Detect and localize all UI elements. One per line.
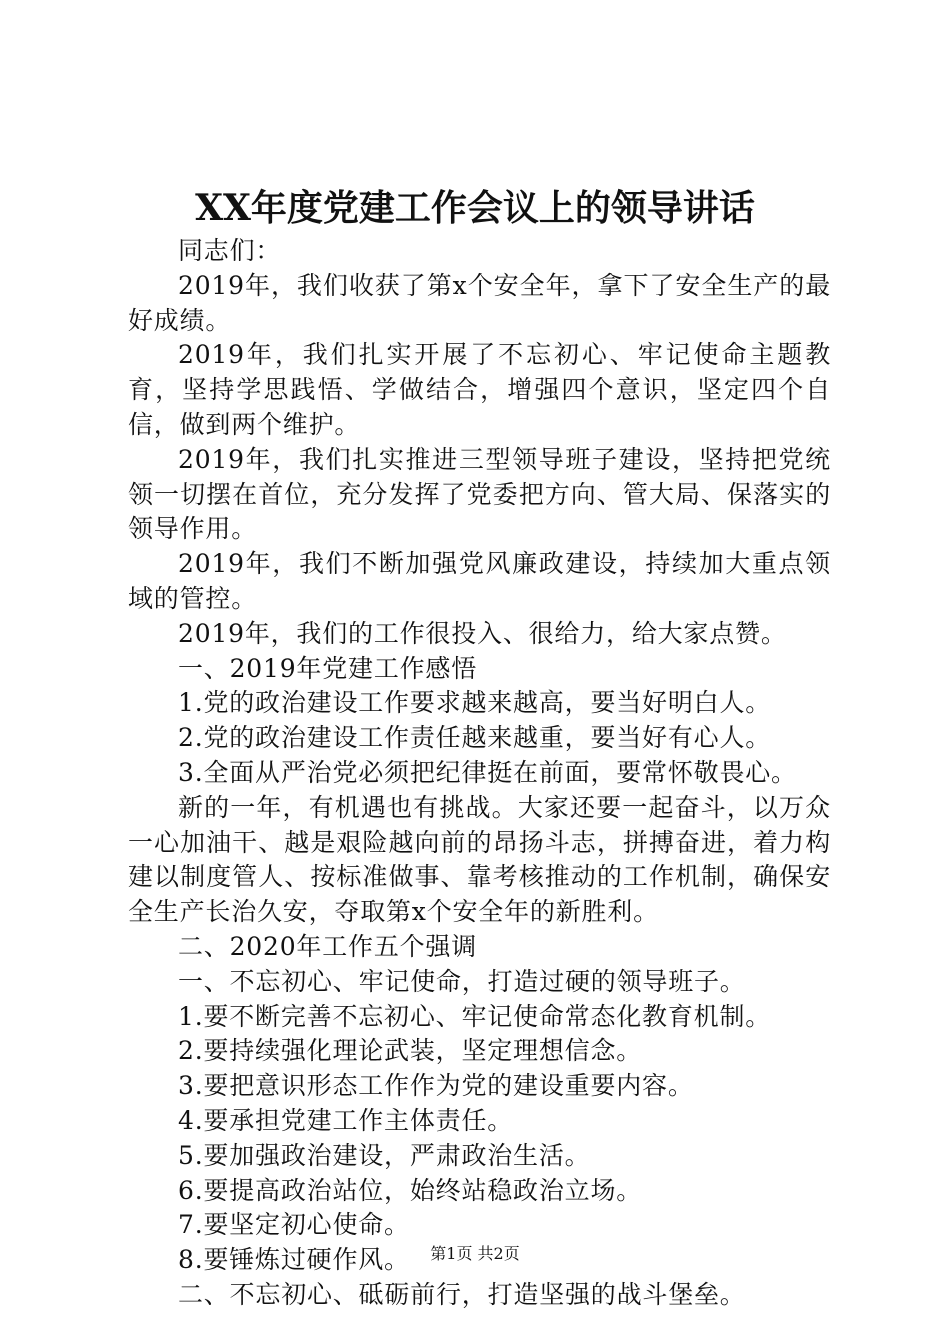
paragraph-5: 2019年，我们的工作很投入、很给力，给大家点赞。 bbox=[178, 618, 787, 648]
paragraph-6: 新的一年，有机遇也有挑战。大家还要一起奋斗，以万众一心加油干、越是艰险越向前的昂扬斗志，拼搏奋进，着力构建以制度管人、按标准做事、靠考核推动的工作机制，确保安全生产长治久安，夺取第x个安全年的新胜利。 bbox=[128, 792, 831, 927]
paragraph-3: 2019年，我们扎实推进三型领导班子建设，坚持把党统领一切摆在首位，充分发挥了党委把方向、管大局、保落实的领导作用。 bbox=[128, 444, 831, 544]
list-item: 4.要承担党建工作主体责任。 bbox=[178, 1105, 514, 1135]
list-item: 2.党的政治建设工作责任越来越重，要当好有心人。 bbox=[178, 723, 772, 753]
list-item: 3.全面从严治党必须把纪律挺在前面，要常怀敬畏心。 bbox=[178, 757, 797, 787]
section-heading-2: 二、2020年工作五个强调 bbox=[178, 931, 478, 961]
subsection-heading-1: 一、不忘初心、牢记使命，打造过硬的领导班子。 bbox=[178, 966, 746, 996]
paragraph-1: 2019年，我们收获了第x个安全年，拿下了安全生产的最好成绩。 bbox=[128, 270, 831, 335]
subsection-heading-2: 二、不忘初心、砥砺前行，打造坚强的战斗堡垒。 bbox=[178, 1279, 746, 1309]
list-item: 6.要提高政治站位，始终站稳政治立场。 bbox=[178, 1175, 643, 1205]
list-item: 1.要不断完善不忘初心、牢记使命常态化教育机制。 bbox=[178, 1001, 772, 1031]
list-item: 5.要加强政治建设，严肃政治生活。 bbox=[178, 1140, 591, 1170]
list-item: 1.党的政治建设工作要求越来越高，要当好明白人。 bbox=[178, 688, 772, 718]
list-item: 3.要把意识形态工作作为党的建设重要内容。 bbox=[178, 1071, 694, 1101]
salutation: 同志们： bbox=[178, 236, 282, 265]
paragraph-2: 2019年，我们扎实开展了不忘初心、牢记使命主题教育，坚持学思践悟、学做结合，增强四个意识，坚定四个自信，做到两个维护。 bbox=[128, 340, 831, 439]
list-item: 2.要持续强化理论武装，坚定理想信念。 bbox=[178, 1036, 643, 1066]
document-title: XX年度党建工作会议上的领导讲话 bbox=[195, 187, 755, 229]
page-number-footer: 第1页 共2页 bbox=[430, 1244, 520, 1263]
list-item: 7.要坚定初心使命。 bbox=[178, 1210, 410, 1240]
list-item: 8.要锤炼过硬作风。 bbox=[178, 1245, 410, 1275]
paragraph-4: 2019年，我们不断加强党风廉政建设，持续加大重点领域的管控。 bbox=[128, 549, 831, 613]
document-body bbox=[128, 234, 831, 1313]
section-heading-1: 一、2019年党建工作感悟 bbox=[178, 653, 478, 683]
